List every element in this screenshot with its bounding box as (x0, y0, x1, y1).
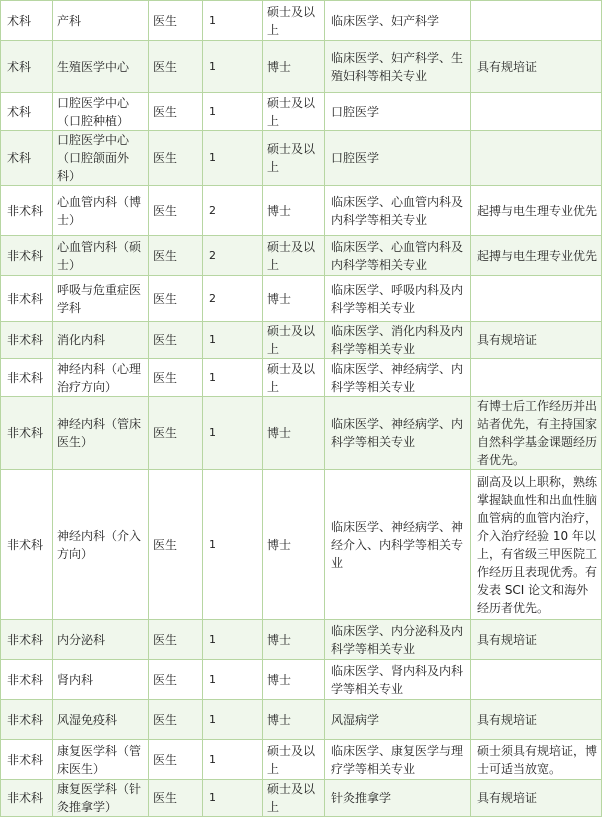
category-cell: 非术科 (1, 660, 53, 700)
note-cell: 起搏与电生理专业优先 (471, 236, 602, 276)
department-cell: 口腔医学中心（口腔种植） (53, 93, 149, 131)
table-row (1, 359, 602, 397)
major-requirement-cell: 临床医学、肾内科及内科学等相关专业 (325, 660, 471, 700)
table-row (1, 93, 602, 131)
major-requirement-cell: 临床医学、康复医学与理疗学等相关专业 (325, 740, 471, 780)
headcount-cell: 1 (203, 359, 263, 397)
department-cell: 心血管内科（硕士） (53, 236, 149, 276)
position-cell: 医生 (149, 397, 203, 470)
headcount-cell: 1 (203, 93, 263, 131)
position-cell: 医生 (149, 620, 203, 660)
position-cell: 医生 (149, 700, 203, 740)
department-cell: 神经内科（介入方向） (53, 470, 149, 620)
department-cell: 肾内科 (53, 660, 149, 700)
category-cell: 非术科 (1, 322, 53, 359)
degree-cell: 硕士及以上 (263, 131, 325, 186)
major-requirement-cell: 临床医学、消化内科及内科学等相关专业 (325, 322, 471, 359)
degree-cell: 博士 (263, 41, 325, 93)
note-cell: 硕士须具有规培证，博士可适当放宽。 (471, 740, 602, 780)
position-cell: 医生 (149, 186, 203, 236)
headcount-cell: 2 (203, 276, 263, 322)
category-cell: 非术科 (1, 470, 53, 620)
note-cell: 具有规培证 (471, 620, 602, 660)
category-cell: 非术科 (1, 276, 53, 322)
headcount-cell: 1 (203, 780, 263, 817)
department-cell: 风湿免疫科 (53, 700, 149, 740)
department-cell: 心血管内科（博士） (53, 186, 149, 236)
position-cell: 医生 (149, 660, 203, 700)
headcount-cell: 1 (203, 470, 263, 620)
department-cell: 内分泌科 (53, 620, 149, 660)
headcount-cell: 1 (203, 131, 263, 186)
department-cell: 神经内科（管床医生） (53, 397, 149, 470)
department-cell: 生殖医学中心 (53, 41, 149, 93)
category-cell: 术科 (1, 131, 53, 186)
category-cell: 非术科 (1, 740, 53, 780)
headcount-cell: 1 (203, 322, 263, 359)
headcount-cell: 1 (203, 660, 263, 700)
category-cell: 术科 (1, 93, 53, 131)
degree-cell: 硕士及以上 (263, 236, 325, 276)
note-cell (471, 660, 602, 700)
note-cell: 副高及以上职称，熟练掌握缺血性和出血性脑血管病的血管内治疗，介入治疗经验 10 年以上，有省级三甲医院工作经历且表现优秀。有发表 SCI 论文和海外经历者优先。 (471, 470, 602, 620)
degree-cell: 博士 (263, 397, 325, 470)
department-cell: 神经内科（心理治疗方向） (53, 359, 149, 397)
degree-cell: 硕士及以上 (263, 322, 325, 359)
position-cell: 医生 (149, 1, 203, 41)
table-row (1, 186, 602, 236)
note-cell: 具有规培证 (471, 780, 602, 817)
headcount-cell: 1 (203, 620, 263, 660)
degree-cell: 硕士及以上 (263, 1, 325, 41)
note-cell (471, 131, 602, 186)
table-row (1, 397, 602, 470)
category-cell: 非术科 (1, 397, 53, 470)
headcount-cell: 1 (203, 740, 263, 780)
category-cell: 术科 (1, 1, 53, 41)
note-cell (471, 276, 602, 322)
major-requirement-cell: 临床医学、神经病学、内科学等相关专业 (325, 359, 471, 397)
headcount-cell: 2 (203, 186, 263, 236)
table-row (1, 236, 602, 276)
position-cell: 医生 (149, 470, 203, 620)
major-requirement-cell: 临床医学、呼吸内科及内科学等相关专业 (325, 276, 471, 322)
table-row (1, 131, 602, 186)
position-cell: 医生 (149, 780, 203, 817)
position-cell: 医生 (149, 276, 203, 322)
note-cell (471, 93, 602, 131)
degree-cell: 博士 (263, 700, 325, 740)
department-cell: 消化内科 (53, 322, 149, 359)
note-cell: 具有规培证 (471, 41, 602, 93)
table-row (1, 276, 602, 322)
table-row (1, 660, 602, 700)
category-cell: 非术科 (1, 700, 53, 740)
table-row (1, 41, 602, 93)
degree-cell: 硕士及以上 (263, 740, 325, 780)
position-cell: 医生 (149, 322, 203, 359)
department-cell: 康复医学科（针灸推拿学） (53, 780, 149, 817)
position-cell: 医生 (149, 740, 203, 780)
degree-cell: 博士 (263, 276, 325, 322)
category-cell: 非术科 (1, 186, 53, 236)
category-cell: 非术科 (1, 359, 53, 397)
major-requirement-cell: 口腔医学 (325, 131, 471, 186)
major-requirement-cell: 临床医学、神经病学、神经介入、内科学等相关专业 (325, 470, 471, 620)
note-cell: 具有规培证 (471, 700, 602, 740)
major-requirement-cell: 临床医学、内分泌科及内科学等相关专业 (325, 620, 471, 660)
note-cell (471, 359, 602, 397)
degree-cell: 硕士及以上 (263, 93, 325, 131)
position-cell: 医生 (149, 359, 203, 397)
note-cell: 有博士后工作经历并出站者优先，有主持国家自然科学基金课题经历者优先。 (471, 397, 602, 470)
position-cell: 医生 (149, 41, 203, 93)
degree-cell: 博士 (263, 660, 325, 700)
major-requirement-cell: 临床医学、妇产科学、生殖妇科等相关专业 (325, 41, 471, 93)
category-cell: 术科 (1, 41, 53, 93)
headcount-cell: 1 (203, 397, 263, 470)
major-requirement-cell: 风湿病学 (325, 700, 471, 740)
table-body (1, 1, 602, 817)
major-requirement-cell: 临床医学、妇产科学 (325, 1, 471, 41)
degree-cell: 硕士及以上 (263, 359, 325, 397)
table-row (1, 322, 602, 359)
table-row (1, 700, 602, 740)
note-cell: 具有规培证 (471, 322, 602, 359)
major-requirement-cell: 临床医学、心血管内科及内科学等相关专业 (325, 186, 471, 236)
headcount-cell: 2 (203, 236, 263, 276)
department-cell: 康复医学科（管床医生） (53, 740, 149, 780)
table-row (1, 1, 602, 41)
note-cell (471, 1, 602, 41)
table-row (1, 780, 602, 817)
degree-cell: 博士 (263, 470, 325, 620)
category-cell: 非术科 (1, 780, 53, 817)
degree-cell: 博士 (263, 186, 325, 236)
note-cell: 起搏与电生理专业优先 (471, 186, 602, 236)
department-cell: 产科 (53, 1, 149, 41)
position-cell: 医生 (149, 236, 203, 276)
major-requirement-cell: 临床医学、神经病学、内科学等相关专业 (325, 397, 471, 470)
category-cell: 非术科 (1, 236, 53, 276)
headcount-cell: 1 (203, 41, 263, 93)
table-row (1, 470, 602, 620)
position-cell: 医生 (149, 131, 203, 186)
degree-cell: 硕士及以上 (263, 780, 325, 817)
headcount-cell: 1 (203, 1, 263, 41)
table-row (1, 740, 602, 780)
headcount-cell: 1 (203, 700, 263, 740)
department-cell: 呼吸与危重症医学科 (53, 276, 149, 322)
position-cell: 医生 (149, 93, 203, 131)
major-requirement-cell: 口腔医学 (325, 93, 471, 131)
degree-cell: 博士 (263, 620, 325, 660)
major-requirement-cell: 临床医学、心血管内科及内科学等相关专业 (325, 236, 471, 276)
table-row (1, 620, 602, 660)
department-cell: 口腔医学中心（口腔颌面外科） (53, 131, 149, 186)
category-cell: 非术科 (1, 620, 53, 660)
major-requirement-cell: 针灸推拿学 (325, 780, 471, 817)
